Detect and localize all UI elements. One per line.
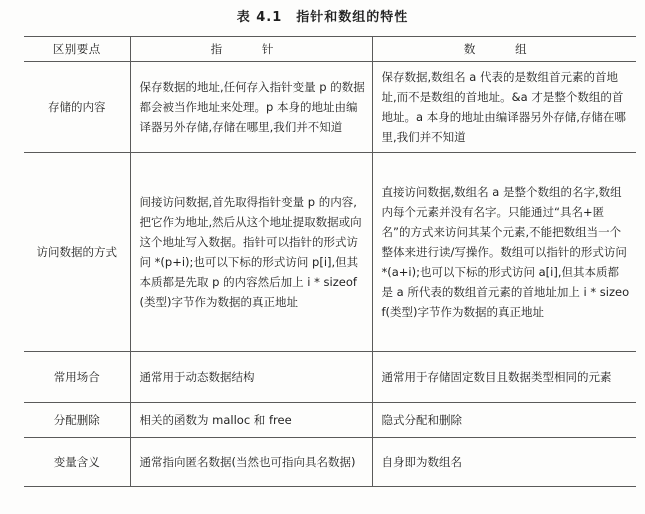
table-row: [24, 403, 636, 438]
pointer-cell: 通常用于动态数据结构: [130, 352, 372, 403]
table-title: 指针和数组的特性: [296, 10, 409, 25]
row-label: 分配删除: [24, 403, 130, 438]
header-pointer: 指 针: [130, 37, 372, 62]
table-row: [24, 62, 636, 153]
row-label: 存储的内容: [24, 62, 130, 153]
pointer-cell: 间接访问数据,首先取得指针变量 p 的内容,把它作为地址,然后从这个地址提取数据或向这个地址写入数据。指针可以指针的形式访问 *(p+i);也可以下标的形式访问 p[i],但其本质都是先取 p 的内容然后加上 i * sizeof(类型)字节作为数据的真正地址: [130, 153, 372, 352]
table-row: [24, 438, 636, 487]
array-cell: 隐式分配和删除: [372, 403, 636, 438]
pointer-cell: 通常指向匿名数据(当然也可指向具名数据): [130, 438, 372, 487]
array-cell: 通常用于存储固定数目且数据类型相同的元素: [372, 352, 636, 403]
header-distinction: 区别要点: [24, 37, 130, 62]
array-cell: 自身即为数组名: [372, 438, 636, 487]
comparison-table: [24, 36, 636, 487]
row-label: 变量含义: [24, 438, 130, 487]
table-row: [24, 153, 636, 352]
table-header-row: [24, 37, 636, 62]
array-cell: 保存数据,数组名 a 代表的是数组首元素的首地址,而不是数组的首地址。&a 才是整个数组的首地址。a 本身的地址由编译器另外存储,存储在哪里,我们并不知道: [372, 62, 636, 153]
array-cell: 直接访问数据,数组名 a 是整个数组的名字,数组内每个元素并没有名字。只能通过“具名+匿名”的方式来访问其某个元素,不能把数组当一个整体来进行读/写操作。数组可以指针的形式访问 *(a+i);也可以下标的形式访问 a[i],但其本质都是 a 所代表的数组首元素的首地址加上 i * sizeof(类型)字节作为数据的真正地址: [372, 153, 636, 352]
row-label: 访问数据的方式: [24, 153, 130, 352]
pointer-cell: 相关的函数为 malloc 和 free: [130, 403, 372, 438]
table-row: [24, 352, 636, 403]
row-label: 常用场合: [24, 352, 130, 403]
header-array: 数 组: [372, 37, 636, 62]
table-caption: [0, 6, 645, 25]
pointer-cell: 保存数据的地址,任何存入指针变量 p 的数据都会被当作地址来处理。p 本身的地址由编译器另外存储,存储在哪里,我们并不知道: [130, 62, 372, 153]
table-number: 表 4.1: [236, 10, 283, 25]
